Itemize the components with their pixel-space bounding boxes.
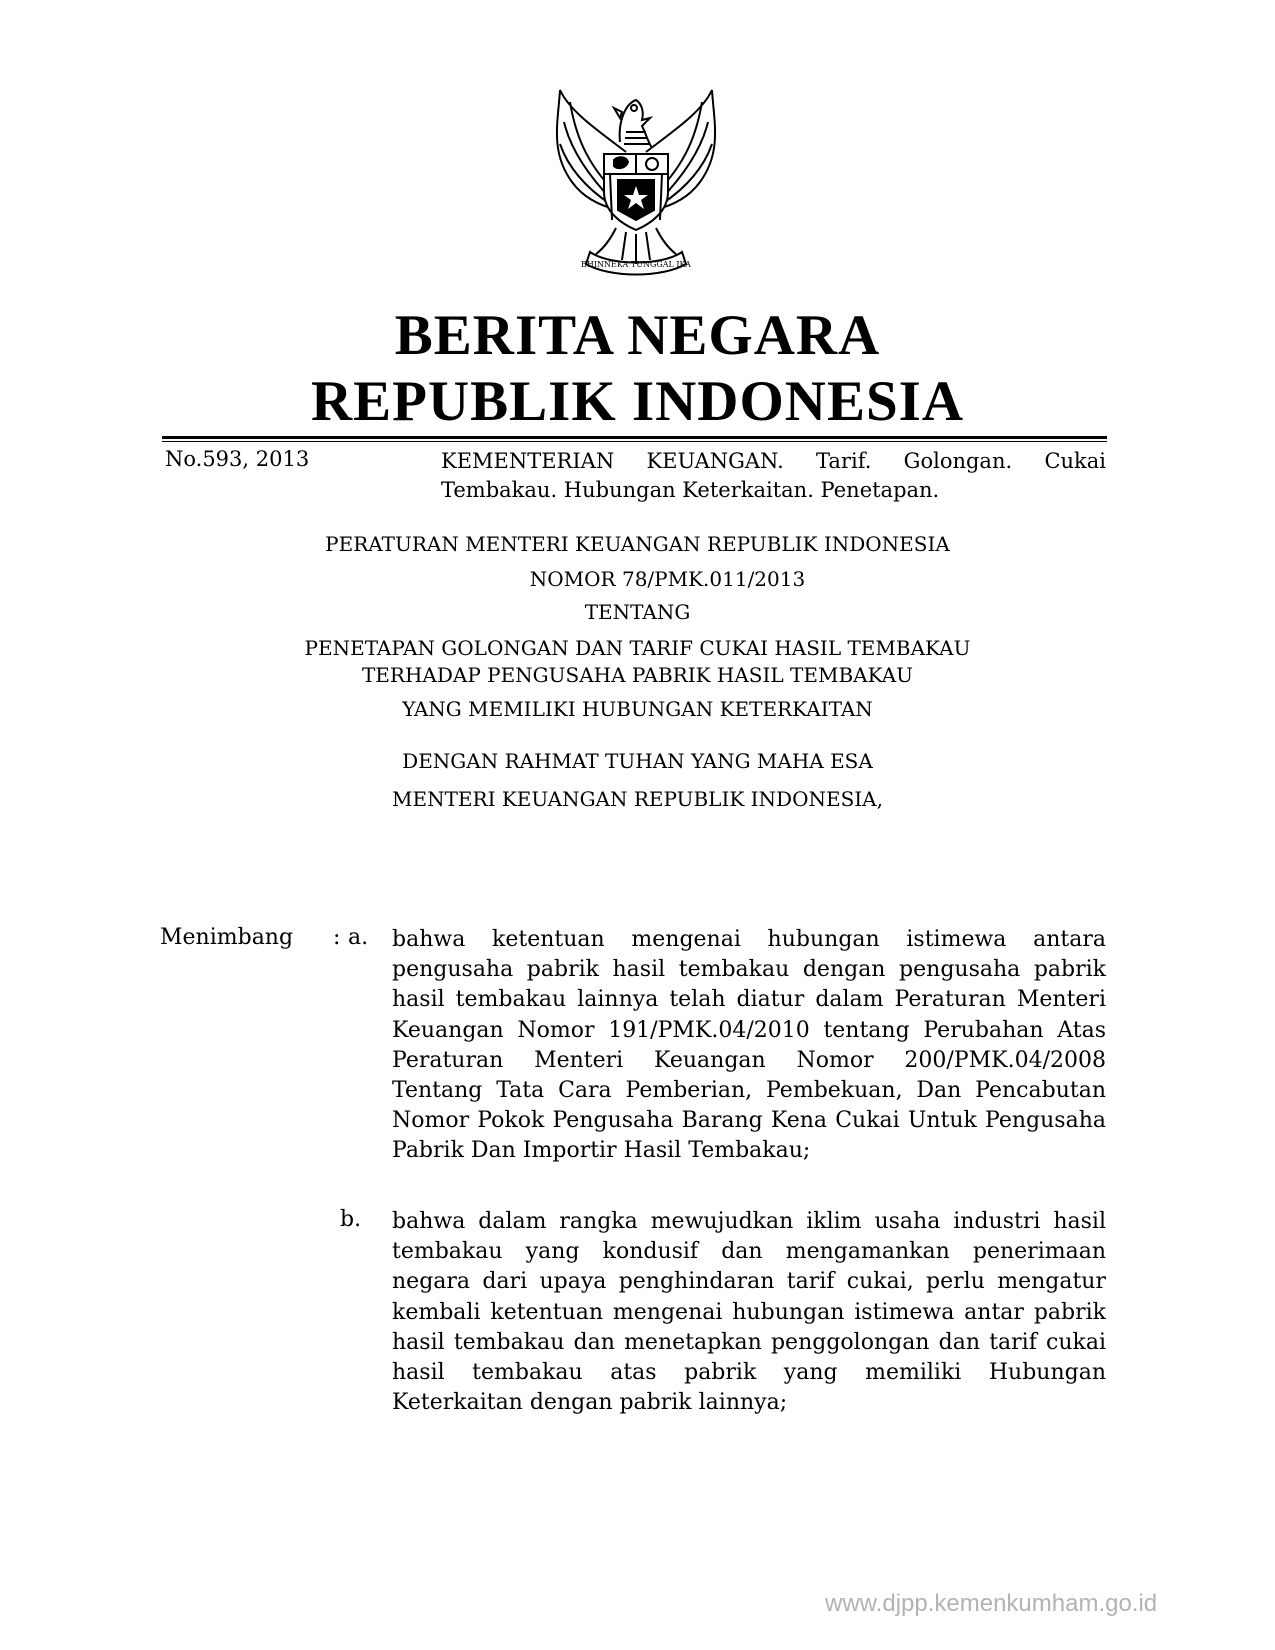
menimbang-colon: : <box>333 925 341 950</box>
headline-line2: Tembakau. Hubungan Keterkaitan. Penetapan. <box>441 478 940 502</box>
gazette-headline <box>441 447 1106 505</box>
emblem-motto: BHINNEKA TUNGGAL IKA <box>581 260 691 269</box>
footer-url: www.djpp.kemenkumham.go.id <box>825 1590 1158 1617</box>
regulation-subject-line2: TERHADAP PENGUSAHA PABRIK HASIL TEMBAKAU <box>361 663 914 687</box>
regulation-tentang: TENTANG <box>584 600 691 624</box>
masthead-line2: REPUBLIK INDONESIA <box>310 370 965 433</box>
menimbang-item-b-text: bahwa dalam rangka mewujudkan iklim usaha industri hasil tembakau yang kondusif dan mengamankan penerimaan negara dari upaya penghindaran tarif cukai, perlu mengatur kembali ketentuan mengenai hubungan istimewa antar pabrik hasil tembakau dan menetapkan penggolongan dan tarif cukai hasil tembakau atas pabrik yang memiliki Hubungan Keterkaitan dengan pabrik lainnya; <box>392 1209 1106 1416</box>
menimbang-item-a-letter: a. <box>348 925 369 950</box>
headline-line1: KEMENTERIAN KEUANGAN. Tarif. Golongan. Cukai <box>441 449 1106 473</box>
regulation-subject-line1: PENETAPAN GOLONGAN DAN TARIF CUKAI HASIL TEMBAKAU <box>304 636 971 660</box>
gazette-number: No.593, 2013 <box>165 447 310 471</box>
regulation-subject-line3: YANG MEMILIKI HUBUNGAN KETERKAITAN <box>402 697 873 721</box>
masthead-rule-thick <box>162 436 1107 439</box>
regulation-title: PERATURAN MENTERI KEUANGAN REPUBLIK INDONESIA <box>325 532 950 556</box>
regulation-number: NOMOR 78/PMK.011/2013 <box>529 567 806 591</box>
regulation-rahmat: DENGAN RAHMAT TUHAN YANG MAHA ESA <box>402 749 873 773</box>
masthead-rule-thin <box>162 441 1107 442</box>
menimbang-label: Menimbang <box>160 925 294 950</box>
masthead-line1: BERITA NEGARA <box>394 304 881 367</box>
menimbang-item-a-text: bahwa ketentuan mengenai hubungan istimewa antara pengusaha pabrik hasil tembakau dengan pengusaha pabrik hasil tembakau lainnya telah diatur dalam Peraturan Menteri Keuangan Nomor 191/PMK.04/2010 tentang Perubahan Atas Peraturan Menteri Keuangan Nomor 200/PMK.04/2008 Tentang Tata Cara Pemberian, Pembekuan, Dan Pencabutan Nomor Pokok Pengusaha Barang Kena Cukai Untuk Pengusaha Pabrik Dan Importir Hasil Tembakau; <box>392 927 1106 1164</box>
menimbang-item-b-letter: b. <box>340 1207 362 1232</box>
garuda-emblem-icon <box>530 82 742 282</box>
regulation-menteri: MENTERI KEUANGAN REPUBLIK INDONESIA, <box>392 787 883 811</box>
